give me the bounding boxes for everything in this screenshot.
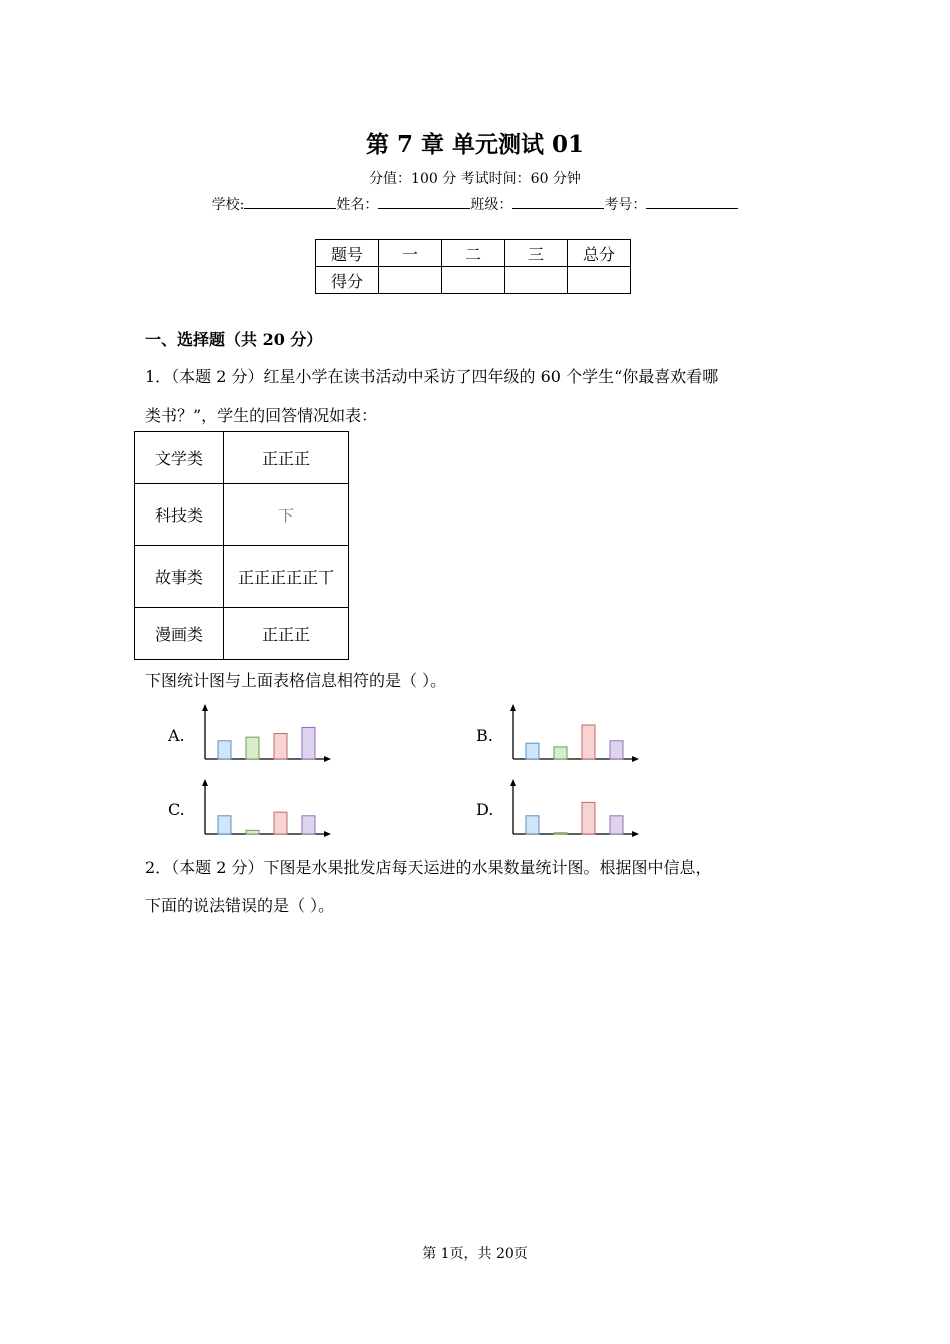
- y-axis-arrow: [202, 704, 208, 711]
- tally-marks: 正正正: [224, 432, 349, 484]
- score-row-label: 得分: [316, 267, 379, 294]
- bar: [554, 747, 567, 759]
- score-header-cell: 总分: [568, 240, 631, 267]
- option-a-label[interactable]: A.: [168, 726, 185, 745]
- tally-category: 文学类: [135, 432, 224, 484]
- class-blank[interactable]: [512, 194, 604, 209]
- score-cell[interactable]: [379, 267, 442, 294]
- option-c-label[interactable]: C.: [168, 800, 185, 819]
- name-label: 姓名：: [336, 197, 379, 213]
- option-d-chart[interactable]: [508, 777, 643, 839]
- bar: [526, 743, 539, 759]
- bar: [302, 816, 315, 834]
- school-blank[interactable]: [244, 194, 336, 209]
- score-header-cell: 一: [379, 240, 442, 267]
- bar: [302, 727, 315, 759]
- bar: [526, 816, 539, 834]
- x-axis-arrow: [632, 831, 639, 837]
- bar: [274, 812, 287, 834]
- bar: [274, 734, 287, 760]
- y-axis-arrow: [202, 779, 208, 786]
- question-2-text: 2．（本题 2 分）下图是水果批发店每天运进的水果数量统计图。根据图中信息，: [145, 858, 712, 877]
- score-cell[interactable]: [568, 267, 631, 294]
- tally-category: 漫画类: [135, 608, 224, 660]
- tally-category: 故事类: [135, 546, 224, 608]
- question-1-prompt: 下图统计图与上面表格信息相符的是（ ）。: [145, 671, 447, 690]
- page-footer: 第 1页，共 20页: [422, 1246, 528, 1262]
- name-blank[interactable]: [378, 194, 470, 209]
- tally-marks: 正正正: [224, 608, 349, 660]
- tally-marks: 正正正正正丅: [224, 546, 349, 608]
- question-2-text-cont: 下面的说法错误的是（ ）。: [145, 896, 335, 915]
- bar: [582, 802, 595, 834]
- score-header-cell: 二: [442, 240, 505, 267]
- score-cell[interactable]: [505, 267, 568, 294]
- option-b-label[interactable]: B.: [476, 726, 493, 745]
- score-cell[interactable]: [442, 267, 505, 294]
- exam-meta: 分值：100 分 考试时间：60 分钟: [369, 171, 581, 187]
- x-axis-arrow: [632, 756, 639, 762]
- tally-table: [134, 431, 349, 660]
- y-axis-arrow: [510, 704, 516, 711]
- student-info-line: [0, 194, 950, 214]
- x-axis-arrow: [324, 756, 331, 762]
- section-title: 一、选择题（共 20 分）: [145, 330, 323, 349]
- bar: [218, 816, 231, 834]
- score-header-cell: 题号: [316, 240, 379, 267]
- class-label: 班级：: [470, 197, 513, 213]
- bar: [218, 741, 231, 759]
- bar: [610, 741, 623, 759]
- number-blank[interactable]: [646, 194, 738, 209]
- score-header-cell: 三: [505, 240, 568, 267]
- y-axis-arrow: [510, 779, 516, 786]
- option-b-chart[interactable]: [508, 702, 643, 764]
- score-table: [315, 239, 631, 294]
- tally-marks: 下: [224, 484, 349, 546]
- bar: [582, 725, 595, 759]
- tally-category: 科技类: [135, 484, 224, 546]
- bar: [246, 737, 259, 759]
- x-axis-arrow: [324, 831, 331, 837]
- school-label: 学校:: [211, 197, 245, 213]
- bar: [610, 816, 623, 834]
- question-1-text: 1．（本题 2 分）红星小学在读书活动中采访了四年级的 60 个学生“你最喜欢看哪: [145, 367, 719, 386]
- option-d-label[interactable]: D.: [476, 800, 494, 819]
- page-title: 第 7 章 单元测试 01: [365, 131, 585, 158]
- bar: [246, 830, 259, 834]
- bar: [554, 833, 567, 834]
- option-c-chart[interactable]: [200, 777, 335, 839]
- option-a-chart[interactable]: [200, 702, 335, 764]
- number-label: 考号：: [604, 197, 647, 213]
- question-1-text-cont: 类书？”，学生的回答情况如表：: [145, 406, 378, 425]
